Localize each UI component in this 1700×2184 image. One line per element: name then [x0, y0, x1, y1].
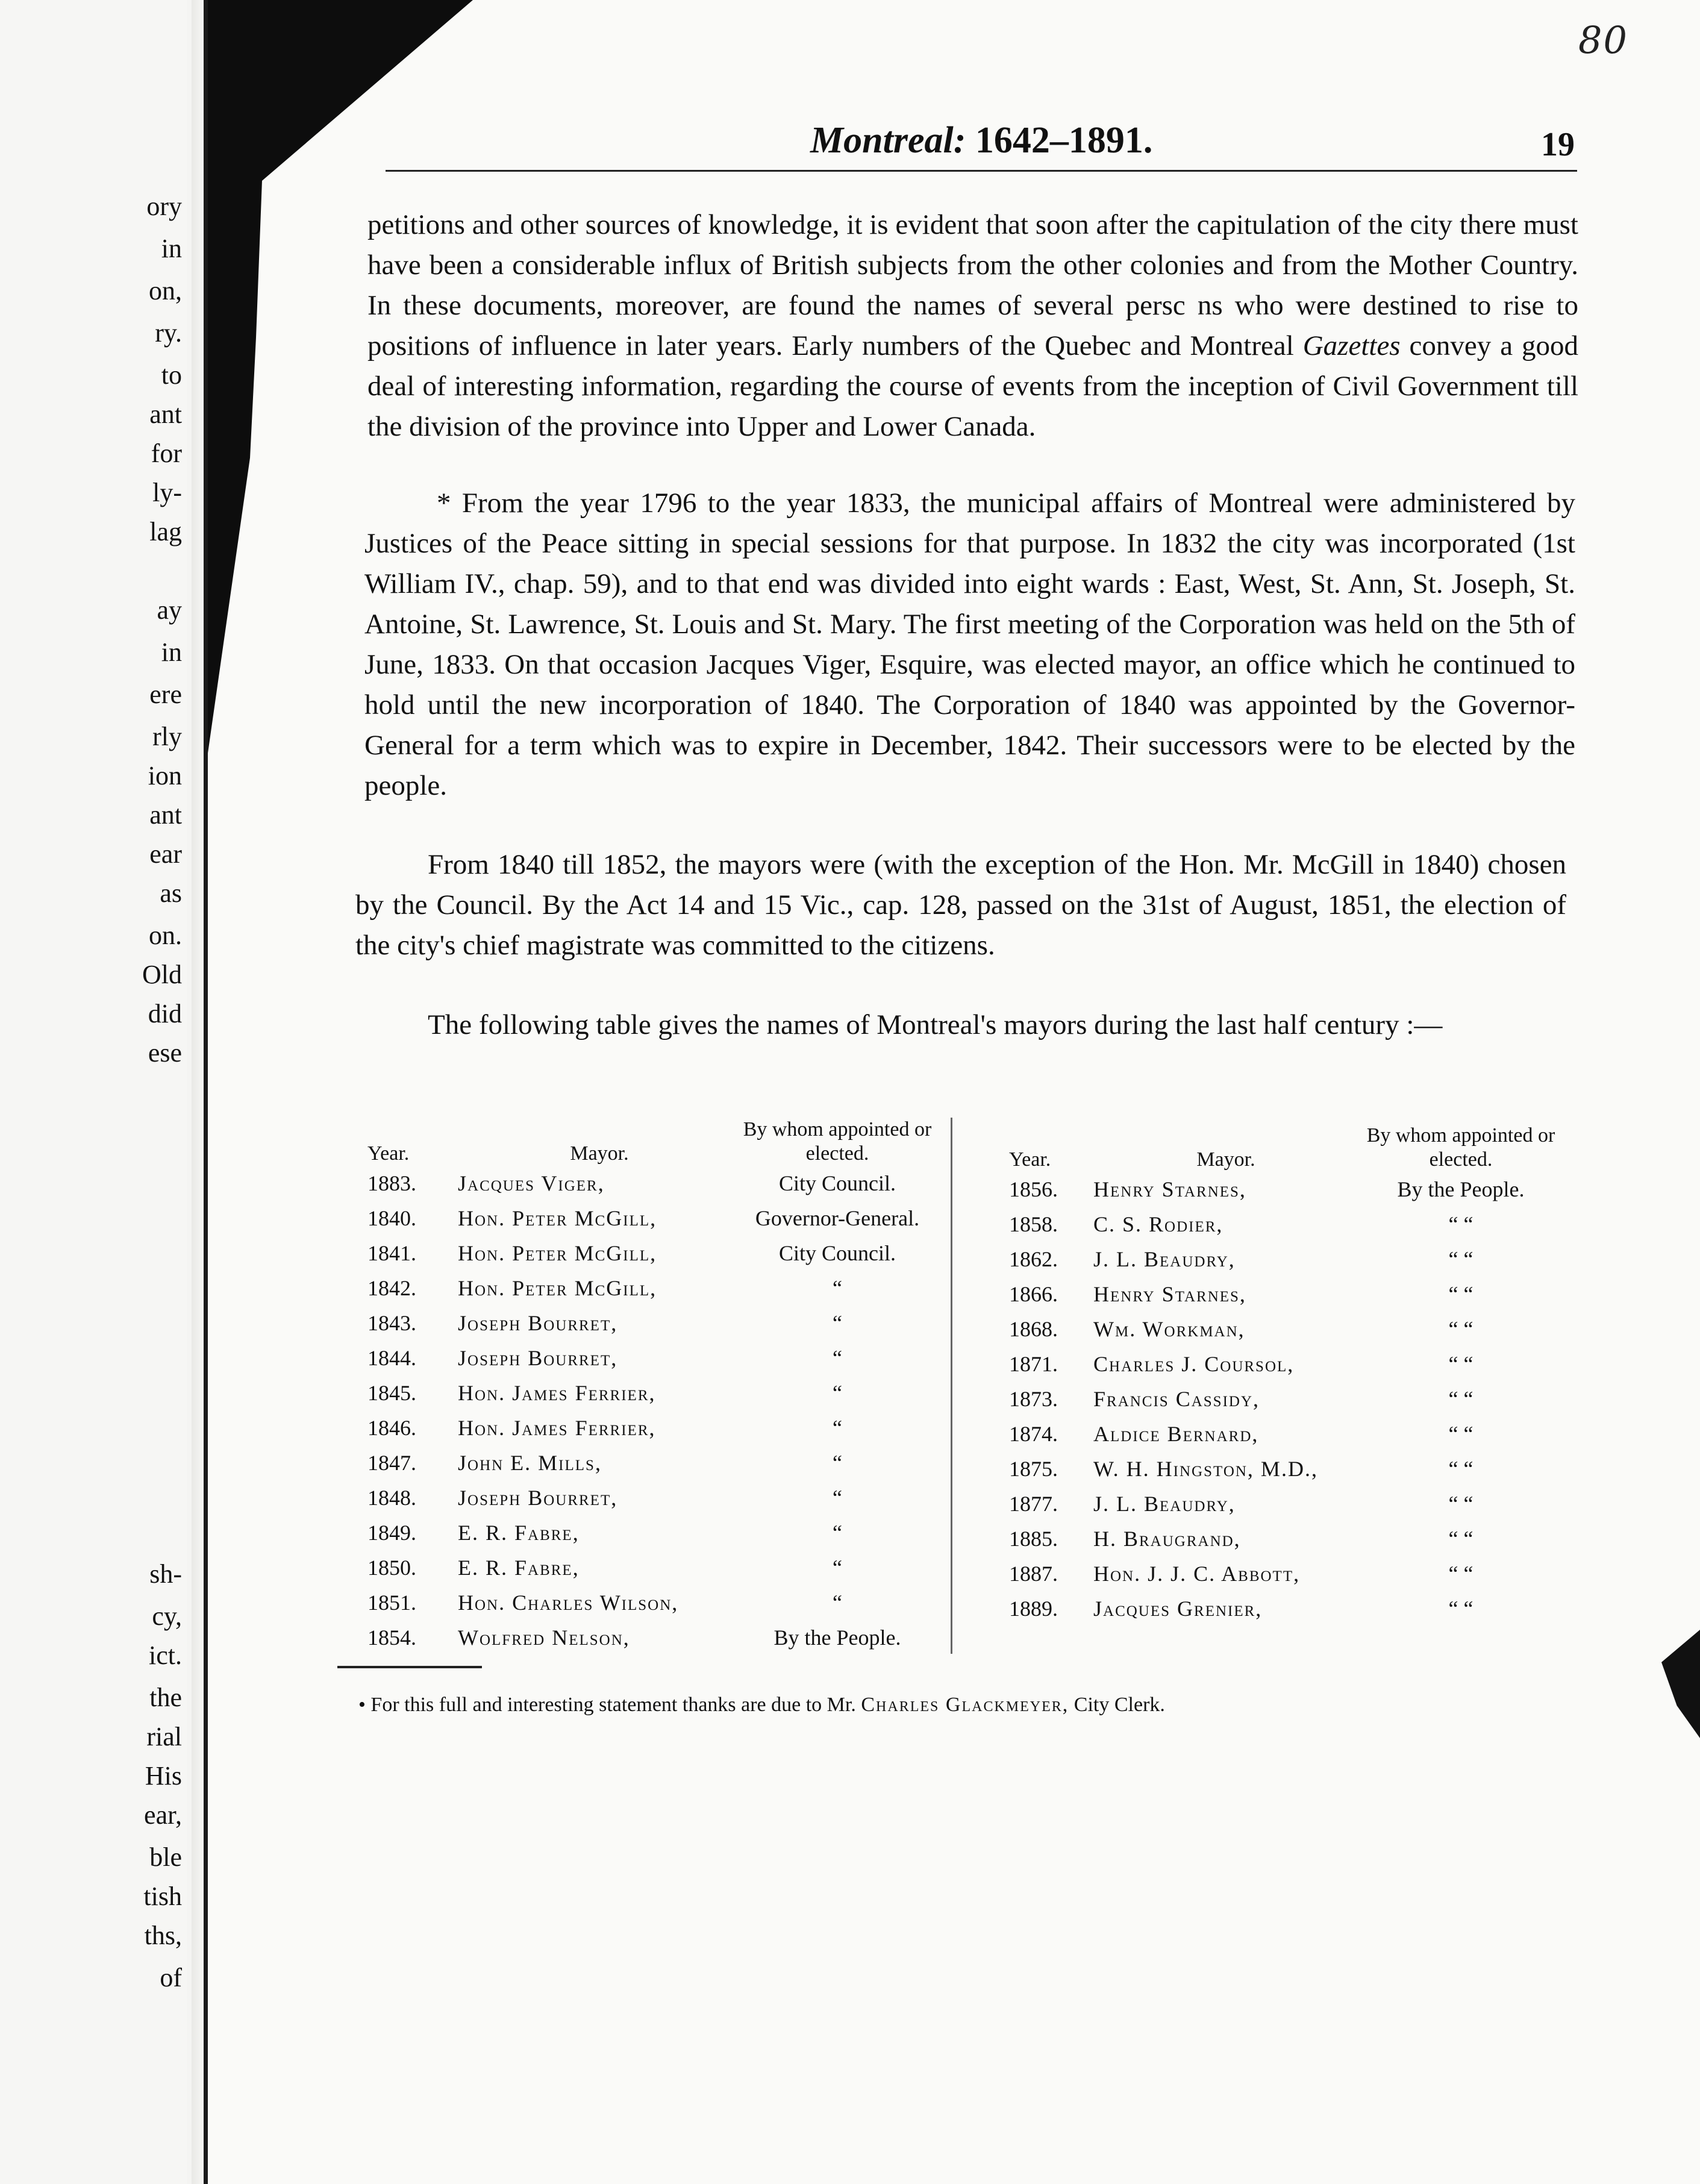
row-mayor: Francis Cassidy,: [1093, 1387, 1260, 1411]
row-by-whom: “: [833, 1521, 842, 1545]
row-mayor: John E. Mills,: [458, 1451, 602, 1475]
row-by-whom: “ “: [1448, 1352, 1473, 1376]
header-mayor: Mayor.: [570, 1142, 629, 1165]
row-by-whom: City Council.: [778, 1171, 896, 1195]
row-year: 1854.: [367, 1625, 416, 1650]
binding-edge: [204, 0, 208, 2184]
table-row: [367, 1341, 958, 1375]
page-number: 19: [1541, 126, 1575, 163]
table-row: [1009, 1242, 1575, 1277]
row-mayor: W. H. Hingston, M.D.,: [1093, 1457, 1318, 1481]
header-by-whom: By whom appointed or elected.: [743, 1118, 932, 1165]
row-year: 1856.: [1009, 1177, 1058, 1201]
row-mayor: E. R. Fabre,: [458, 1556, 580, 1580]
table-row: [1009, 1381, 1575, 1416]
table-row: [1009, 1172, 1575, 1207]
left-page-text-fragment: ion: [148, 761, 182, 790]
table-row: [367, 1620, 958, 1655]
left-page-text-fragment: as: [160, 878, 182, 908]
header-year: Year.: [367, 1142, 410, 1165]
table-row: [1009, 1347, 1575, 1381]
row-mayor: J. L. Beaudry,: [1093, 1492, 1236, 1516]
row-by-whom: “ “: [1448, 1457, 1473, 1481]
row-year: 1850.: [367, 1556, 416, 1580]
left-page-text-fragment: on,: [149, 276, 182, 305]
row-mayor: Hon. J. J. C. Abbott,: [1093, 1562, 1301, 1586]
table-row: [367, 1585, 958, 1620]
row-year: 1871.: [1009, 1352, 1058, 1376]
left-page-text-fragment: Old: [142, 960, 182, 989]
table-body-left: [367, 1166, 958, 1655]
row-year: 1874.: [1009, 1422, 1058, 1446]
row-by-whom: “ “: [1448, 1597, 1473, 1621]
left-page-text-fragment: to: [161, 360, 182, 390]
table-column-divider: [951, 1118, 952, 1654]
row-by-whom: “: [833, 1311, 842, 1335]
running-head-years: 1642–1891.: [975, 120, 1153, 161]
row-mayor: H. Braugrand,: [1093, 1527, 1241, 1551]
row-mayor: Henry Starnes,: [1093, 1282, 1246, 1306]
row-year: 1842.: [367, 1276, 416, 1300]
left-page-text-fragment: in: [161, 637, 182, 667]
row-mayor: Aldice Bernard,: [1093, 1422, 1259, 1446]
row-by-whom: “ “: [1448, 1212, 1473, 1236]
row-year: 1843.: [367, 1311, 416, 1335]
row-mayor: Hon. James Ferrier,: [458, 1416, 656, 1440]
left-page-text-fragment: ant: [149, 399, 182, 429]
footnote-lead: • For this full and interesting statement thanks are due to Mr.: [358, 1694, 856, 1716]
row-by-whom: “: [833, 1591, 842, 1615]
paragraph-2: * From the year 1796 to the year 1833, the municipal affairs of Montreal were administered by Justices of the Peace sitting in special sessions for that purpose. In 1832 the city was incorporated (1st William IV., chap. 59), and to that end was divided into eight wards : East, West, St. Ann, St. Joseph, St. Antoine, St. Lawrence, St. Louis and St. Mary. The first meeting of the Corporation was held on the 5th of June, 1833. On that occasion Jacques Viger, Esquire, was elected mayor, an office which he continued to hold until the new incorporation of 1840. The Corporation of 1840 was appointed by the Governor-General for a term which was to expire in December, 1842. Their successors were to be elected by the people.: [364, 487, 1575, 801]
row-year: 1847.: [367, 1451, 416, 1475]
row-mayor: Jacques Viger,: [458, 1171, 605, 1195]
row-by-whom: By the People.: [773, 1625, 901, 1650]
header-year: Year.: [1009, 1148, 1051, 1171]
table-row: [367, 1271, 958, 1306]
left-page-text-fragment: ear,: [144, 1800, 182, 1830]
row-mayor: Joseph Bourret,: [458, 1346, 618, 1370]
table-row: [367, 1550, 958, 1585]
left-page-text-fragment: His: [145, 1761, 182, 1791]
header-by-whom: By whom appointed or elected.: [1366, 1124, 1555, 1171]
running-head-title: Montreal:: [810, 120, 966, 161]
footnote-tail: City Clerk.: [1073, 1694, 1165, 1716]
header-mayor: Mayor.: [1196, 1148, 1255, 1171]
row-by-whom: “ “: [1448, 1527, 1473, 1551]
table-header: [367, 1100, 958, 1166]
row-mayor: Joseph Bourret,: [458, 1486, 618, 1510]
left-page-text-fragment: the: [149, 1683, 182, 1712]
row-by-whom: “ “: [1448, 1422, 1473, 1446]
row-by-whom: “ “: [1448, 1492, 1473, 1516]
row-mayor: C. S. Rodier,: [1093, 1212, 1223, 1236]
left-page-text-fragment: did: [148, 999, 182, 1028]
row-mayor: Hon. James Ferrier,: [458, 1381, 656, 1405]
row-by-whom: “: [833, 1381, 842, 1405]
table-row: [1009, 1207, 1575, 1242]
paragraph-4: The following table gives the names of Montreal's mayors during the last half century :—: [428, 1009, 1443, 1040]
paragraph-1-end: convey a good deal of interesting information, regarding the course of events from the inception of Civil Government till the division of the province into Upper and Lower Canada.: [367, 330, 1578, 442]
row-mayor: Wm. Workman,: [1093, 1317, 1245, 1341]
table-row: [1009, 1521, 1575, 1556]
row-mayor: Charles J. Coursol,: [1093, 1352, 1295, 1376]
paragraph-1-text: petitions and other sources of knowledge, it is evident that soon after the capitulation of the city there must have been a considerable influx of British subjects from the other colonies and from the Mother Country. In these documents, moreover, are found the names of several persc ns who were destined to rise to positions of influence in later years. Early numbers of the Quebec and Montreal: [367, 209, 1578, 361]
running-head: [810, 119, 1152, 162]
left-facing-page: [0, 0, 187, 2184]
row-by-whom: “ “: [1448, 1282, 1473, 1306]
table-row: [367, 1515, 958, 1550]
row-year: 1866.: [1009, 1282, 1058, 1306]
row-year: 1877.: [1009, 1492, 1058, 1516]
row-by-whom: “: [833, 1276, 842, 1300]
row-year: 1885.: [1009, 1527, 1058, 1551]
table-row: [367, 1201, 958, 1236]
row-year: 1883.: [367, 1171, 416, 1195]
row-by-whom: By the People.: [1397, 1177, 1525, 1201]
table-row: [367, 1236, 958, 1271]
paragraph-1: [367, 205, 1578, 447]
left-page-text-fragment: ry.: [155, 318, 182, 348]
row-mayor: Hon. Peter McGill,: [458, 1276, 657, 1300]
row-year: 1851.: [367, 1591, 416, 1615]
left-page-text-fragment: ly-: [152, 478, 182, 507]
row-by-whom: “ “: [1448, 1562, 1473, 1586]
table-row: [367, 1375, 958, 1410]
left-page-text-fragment: ths,: [144, 1921, 182, 1950]
row-mayor: Hon. Charles Wilson,: [458, 1591, 679, 1615]
left-page-text-fragment: ear: [149, 839, 182, 869]
row-year: 1862.: [1009, 1247, 1058, 1271]
row-mayor: Hon. Peter McGill,: [458, 1241, 657, 1265]
mayors-table-right: [1009, 1106, 1575, 1626]
row-mayor: J. L. Beaudry,: [1093, 1247, 1236, 1271]
row-by-whom: “: [833, 1451, 842, 1475]
handwritten-folio-number: 80: [1578, 18, 1628, 62]
table-row: [1009, 1277, 1575, 1312]
table-row: [367, 1166, 958, 1201]
table-row: [1009, 1312, 1575, 1347]
footnote: [358, 1690, 1165, 1720]
row-year: 1845.: [367, 1381, 416, 1405]
table-row: [1009, 1416, 1575, 1451]
left-page-text-fragment: in: [161, 234, 182, 263]
row-year: 1858.: [1009, 1212, 1058, 1236]
left-page-text-fragment: ere: [149, 680, 182, 709]
row-mayor: Henry Starnes,: [1093, 1177, 1246, 1201]
left-page-text-fragment: for: [151, 439, 182, 468]
left-page-text-fragment: ory: [146, 192, 182, 221]
table-row: [1009, 1451, 1575, 1486]
row-mayor: Joseph Bourret,: [458, 1311, 618, 1335]
left-page-text-fragment: cy,: [152, 1601, 182, 1631]
row-by-whom: “: [833, 1556, 842, 1580]
footnote-rule: [337, 1666, 482, 1668]
left-page-text-fragment: ict.: [149, 1641, 182, 1670]
left-page-text-fragment: rly: [152, 722, 182, 751]
table-header: [1009, 1106, 1575, 1172]
table-row: [367, 1445, 958, 1480]
row-by-whom: “ “: [1448, 1247, 1473, 1271]
row-by-whom: “: [833, 1416, 842, 1440]
row-year: 1889.: [1009, 1597, 1058, 1621]
left-page-text-fragment: ble: [149, 1842, 182, 1872]
row-year: 1846.: [367, 1416, 416, 1440]
row-year: 1841.: [367, 1241, 416, 1265]
gazettes-italic: Gazettes: [1302, 330, 1401, 361]
row-by-whom: “ “: [1448, 1317, 1473, 1341]
row-by-whom: “ “: [1448, 1387, 1473, 1411]
page-gutter: [192, 0, 205, 2184]
row-year: 1873.: [1009, 1387, 1058, 1411]
table-body-right: [1009, 1172, 1575, 1626]
row-year: 1849.: [367, 1521, 416, 1545]
left-page-text-fragment: ant: [149, 800, 182, 830]
left-page-text-fragment: ay: [157, 595, 182, 625]
row-year: 1868.: [1009, 1317, 1058, 1341]
left-page-text-fragment: sh-: [149, 1559, 182, 1589]
left-page-text-fragment: of: [160, 1963, 182, 1992]
row-mayor: Jacques Grenier,: [1093, 1597, 1263, 1621]
row-mayor: Hon. Peter McGill,: [458, 1206, 657, 1230]
left-page-text-fragment: ese: [148, 1038, 182, 1068]
left-page-text-fragment: tish: [143, 1882, 182, 1911]
row-by-whom: Governor-General.: [755, 1206, 920, 1230]
row-year: 1875.: [1009, 1457, 1058, 1481]
left-page-text-fragment: rial: [146, 1722, 182, 1751]
table-row: [367, 1410, 958, 1445]
row-by-whom: “: [833, 1346, 842, 1370]
table-row: [1009, 1556, 1575, 1591]
row-year: 1840.: [367, 1206, 416, 1230]
table-row: [1009, 1486, 1575, 1521]
paragraph-3: From 1840 till 1852, the mayors were (with the exception of the Hon. Mr. McGill in 1840) chosen by the Council. By the Act 14 and 15 Vic., cap. 128, passed on the 31st of August, 1851, the election of the city's chief magistrate was committed to the citizens.: [355, 849, 1566, 961]
header-rule: [386, 170, 1577, 172]
row-mayor: Wolfred Nelson,: [458, 1625, 630, 1650]
table-row: [367, 1306, 958, 1341]
row-by-whom: City Council.: [778, 1241, 896, 1265]
left-page-text-fragment: on.: [149, 921, 182, 950]
footnote-name: Charles Glackmeyer,: [861, 1694, 1069, 1716]
table-row: [1009, 1591, 1575, 1626]
row-year: 1887.: [1009, 1562, 1058, 1586]
row-by-whom: “: [833, 1486, 842, 1510]
row-mayor: E. R. Fabre,: [458, 1521, 580, 1545]
table-row: [367, 1480, 958, 1515]
left-page-text-fragment: lag: [149, 517, 182, 546]
row-year: 1844.: [367, 1346, 416, 1370]
row-year: 1848.: [367, 1486, 416, 1510]
mayors-table-left: [367, 1100, 958, 1655]
